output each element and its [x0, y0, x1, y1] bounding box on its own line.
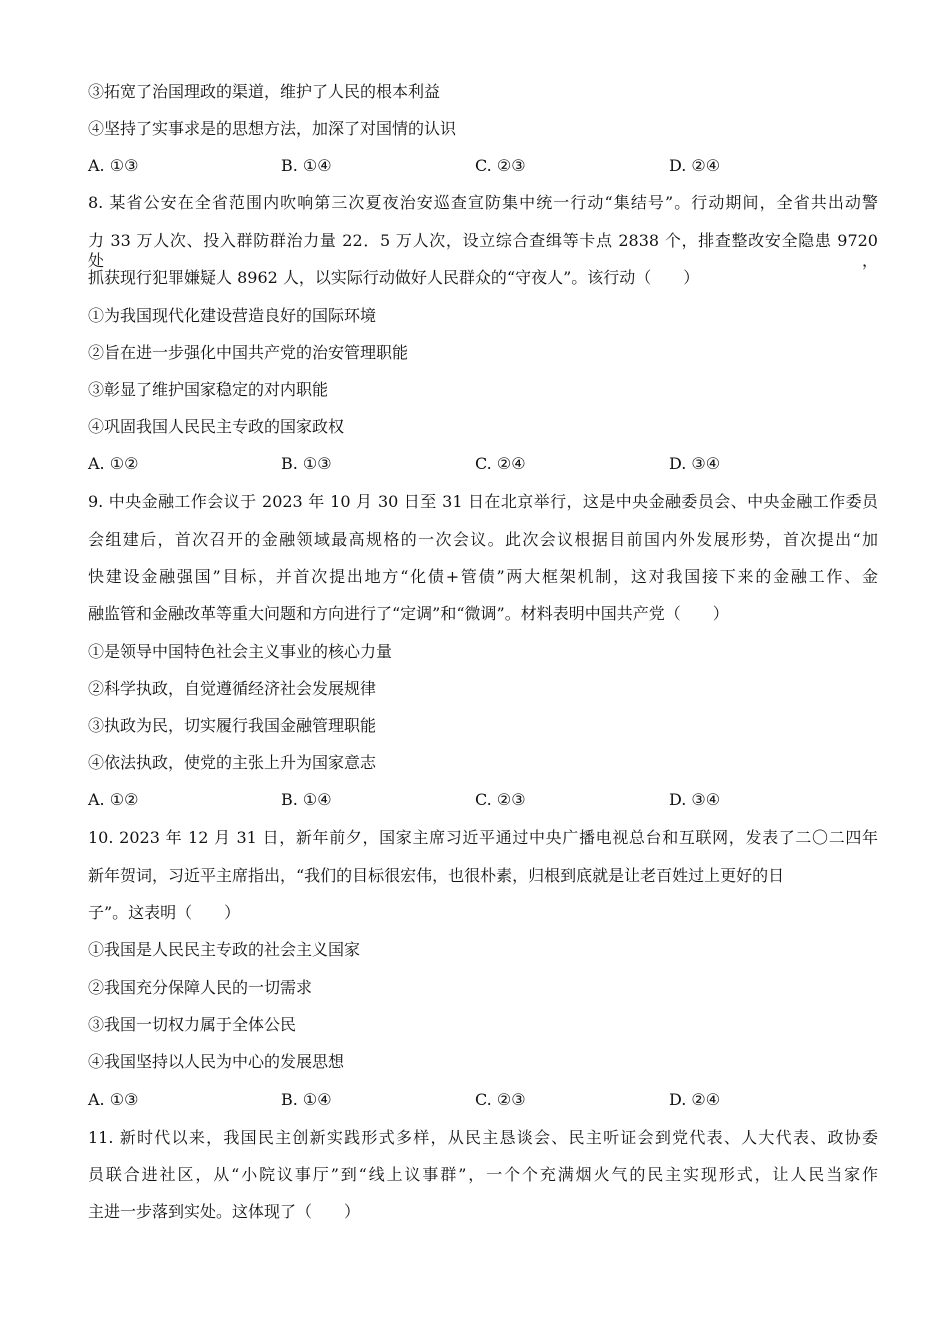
- q10-option-c[interactable]: C. ②③: [475, 1090, 526, 1109]
- q9-option-c[interactable]: C. ②③: [475, 790, 526, 809]
- q8-stem-line-3: 抓获现行犯罪嫌疑人 8962 人，以实际行动做好人民群众的“守夜人”。该行动（ ）: [88, 268, 700, 287]
- q8-options: [88, 454, 878, 474]
- q8-option-d[interactable]: D. ③④: [669, 454, 721, 473]
- q9-option-b[interactable]: B. ①④: [281, 790, 332, 809]
- q8-stem-line-1: 8. 某省公安在全省范围内吹响第三次夏夜治安巡查宣防集中统一行动“集结号”。行动期间，全省共出动警: [88, 193, 878, 212]
- q7-options: [88, 156, 878, 176]
- q8-stem-line-2: 力 33 万人次、投入群防群治力量 22．5 万人次，设立综合查缉等卡点 2838 个，排查整改安全隐患 9720 处，: [88, 231, 878, 270]
- q10-statement-1: ①我国是人民民主专政的社会主义国家: [88, 940, 361, 959]
- q11-stem-line-1: 11. 新时代以来，我国民主创新实践形式多样，从民主恳谈会、民主听证会到党代表、人大代表、政协委: [88, 1128, 878, 1147]
- q8-statement-2: ②旨在进一步强化中国共产党的治安管理职能: [88, 343, 409, 362]
- q7-statement-3: ③拓宽了治国理政的渠道，维护了人民的根本利益: [88, 82, 441, 101]
- q8-option-a[interactable]: A. ①②: [88, 454, 139, 473]
- q11-stem-line-2: 员联合进社区，从“小院议事厅”到“线上议事群”，一个个充满烟火气的民主实现形式，让人民当家作: [88, 1165, 878, 1184]
- q7-option-b[interactable]: B. ①④: [281, 156, 332, 175]
- q10-options: [88, 1090, 878, 1110]
- q10-option-a[interactable]: A. ①③: [88, 1090, 139, 1109]
- q9-stem-line-1: 9. 中央金融工作会议于 2023 年 10 月 30 日至 31 日在北京举行，这是中央金融委员会、中央金融工作委员: [88, 492, 878, 511]
- q9-options: [88, 790, 878, 810]
- q10-stem-line-1: 10. 2023 年 12 月 31 日，新年前夕，国家主席习近平通过中央广播电视总台和互联网，发表了二〇二四年: [88, 828, 878, 847]
- q9-statement-4: ④依法执政，使党的主张上升为国家意志: [88, 753, 377, 772]
- q11-stem-line-3: 主进一步落到实处。这体现了（ ）: [88, 1202, 361, 1221]
- q7-option-c[interactable]: C. ②③: [475, 156, 526, 175]
- q7-option-d[interactable]: D. ②④: [669, 156, 721, 175]
- q8-statement-1: ①为我国现代化建设营造良好的国际环境: [88, 306, 377, 325]
- q9-stem-line-3: 快建设金融强国”目标，并首次提出地方“化债+管债”两大框架机制，这对我国接下来的金融工作、金: [88, 567, 878, 586]
- q9-option-d[interactable]: D. ③④: [669, 790, 721, 809]
- q10-statement-2: ②我国充分保障人民的一切需求: [88, 978, 313, 997]
- q9-statement-2: ②科学执政，自觉遵循经济社会发展规律: [88, 679, 377, 698]
- q10-stem-line-2: 新年贺词，习近平主席指出，“我们的目标很宏伟，也很朴素，归根到底就是让老百姓过上更好的日: [88, 866, 785, 885]
- q9-statement-3: ③执政为民，切实履行我国金融管理职能: [88, 716, 377, 735]
- q10-stem-line-3: 子”。这表明（ ）: [88, 903, 241, 922]
- q7-statement-4: ④坚持了实事求是的思想方法，加深了对国情的认识: [88, 119, 457, 138]
- q9-option-a[interactable]: A. ①②: [88, 790, 139, 809]
- q9-stem-line-4: 融监管和金融改革等重大问题和方向进行了“定调”和“微调”。材料表明中国共产党（ ）: [88, 604, 729, 623]
- q10-statement-3: ③我国一切权力属于全体公民: [88, 1015, 297, 1034]
- q7-option-a[interactable]: A. ①③: [88, 156, 139, 175]
- q9-stem-line-2: 会组建后，首次召开的金融领域最高规格的一次会议。此次会议根据目前国内外发展形势，首次提出“加: [88, 530, 878, 549]
- q9-statement-1: ①是领导中国特色社会主义事业的核心力量: [88, 642, 393, 661]
- q10-statement-4: ④我国坚持以人民为中心的发展思想: [88, 1052, 345, 1071]
- q8-option-b[interactable]: B. ①③: [281, 454, 332, 473]
- q8-option-c[interactable]: C. ②④: [475, 454, 526, 473]
- q8-statement-4: ④巩固我国人民民主专政的国家政权: [88, 417, 345, 436]
- q10-option-d[interactable]: D. ②④: [669, 1090, 721, 1109]
- q10-option-b[interactable]: B. ①④: [281, 1090, 332, 1109]
- q8-statement-3: ③彰显了维护国家稳定的对内职能: [88, 380, 329, 399]
